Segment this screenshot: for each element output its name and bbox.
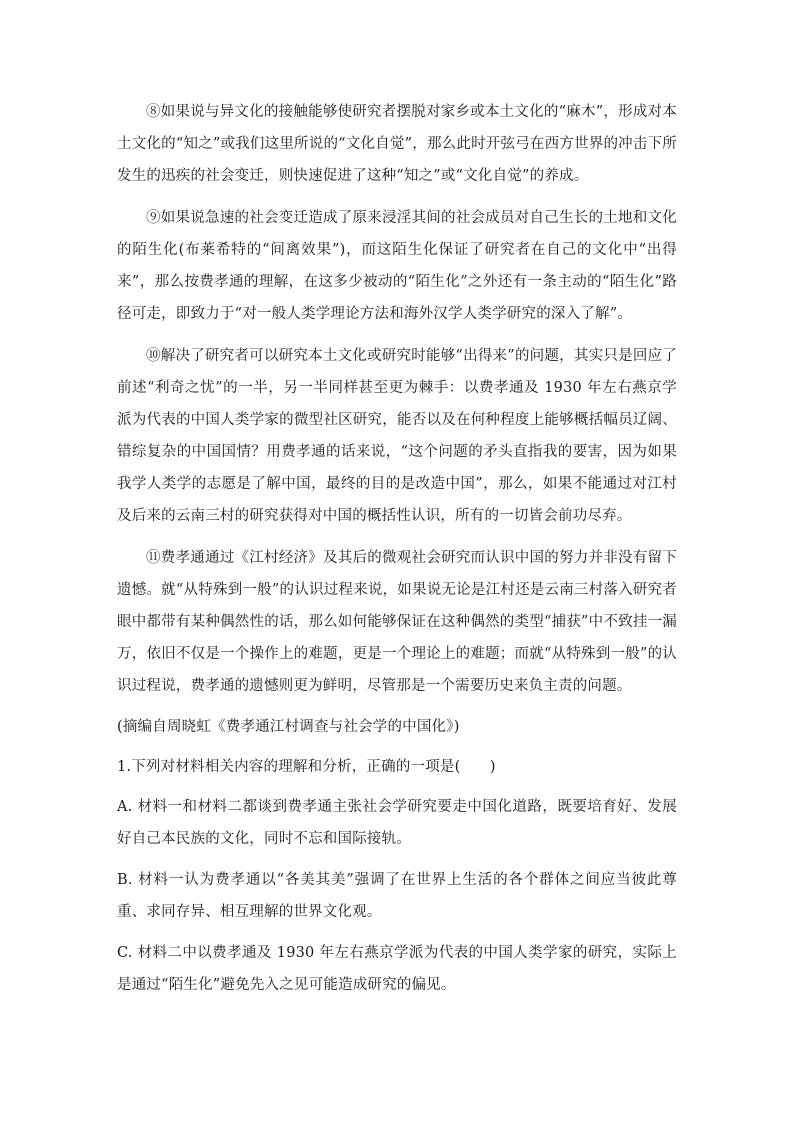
paragraph-8: ⑧如果说与异文化的接触能够使研究者摆脱对家乡或本土文化的“麻木”，形成对本土文化的“知之”或我们这里所说的“文化自觉”，那么此时开弦弓在西方世界的冲击下所发生的迅疾的社会变迁，则快速促进了这种“知之”或“文化自觉”的养成。 (117, 104, 677, 184)
paragraph-10: ⑩解决了研究者可以研究本土文化或研究时能够“出得来”的问题，其实只是回应了前述“利奇之忧”的一半，另一半同样甚至更为棘手：以费孝通及 1930 年左右燕京学派为代表的中国人类学家的微型社区研究，能否以及在何种程度上能够概括幅员辽阔、错综复杂的中国国情？用费孝通的话来说，“这个问题的矛头直指我的要害，因为如果我学人类学的志愿是了解中国，最终的目的是改造中国”，那么，如果不能通过对江村及后来的云南三村的研究获得对中国的概括性认识，所有的一切皆会前功尽弃。 (117, 348, 677, 524)
question-stem: 1.下列对材料相关内容的理解和分析，正确的一项是( ) (117, 759, 496, 775)
option-b: B. 材料一认为费孝通以“各美其美”强调了在世界上生活的各个群体之间应当彼此尊重、求同存异、相互理解的世界文化观。 (117, 872, 677, 920)
document-page (117, 96, 677, 1001)
source-citation: (摘编自周晓虹《费孝通江村调查与社会学的中国化》) (117, 719, 460, 735)
option-c: C. 材料二中以费孝通及 1930 年左右燕京学派为代表的中国人类学家的研究，实际上是通过“陌生化”避免先入之见可能造成研究的偏见。 (117, 945, 677, 993)
paragraph-11: ⑪费孝通通过《江村经济》及其后的微观社会研究而认识中国的努力并非没有留下遗憾。就“从特殊到一般”的认识过程来说，如果说无论是江村还是云南三村落入研究者眼中都带有某种偶然性的话，那么如何能够保证在这种偶然的类型“捕获”中不致挂一漏万，依旧不仅是一个操作上的难题，更是一个理论上的难题；而就“从特殊到一般”的认识过程说，费孝通的遗憾则更为鲜明，尽管那是一个需要历史来负主责的问题。 (117, 550, 677, 694)
option-a: A. 材料一和材料二都谈到费孝通主张社会学研究要走中国化道路，既要培育好、发展好自己本民族的文化，同时不忘和国际接轨。 (117, 799, 677, 847)
paragraph-9: ⑨如果说急速的社会变迁造成了原来浸淫其间的社会成员对自己生长的土地和文化的陌生化(布莱希特的“间离效果”)，而这陌生化保证了研究者在自己的文化中“出得来”，那么按费孝通的理解，在这多少被动的“陌生化”之外还有一条主动的“陌生化”路径可走，即致力于“对一般人类学理论方法和海外汉学人类学研究的深入了解”。 (117, 210, 677, 322)
